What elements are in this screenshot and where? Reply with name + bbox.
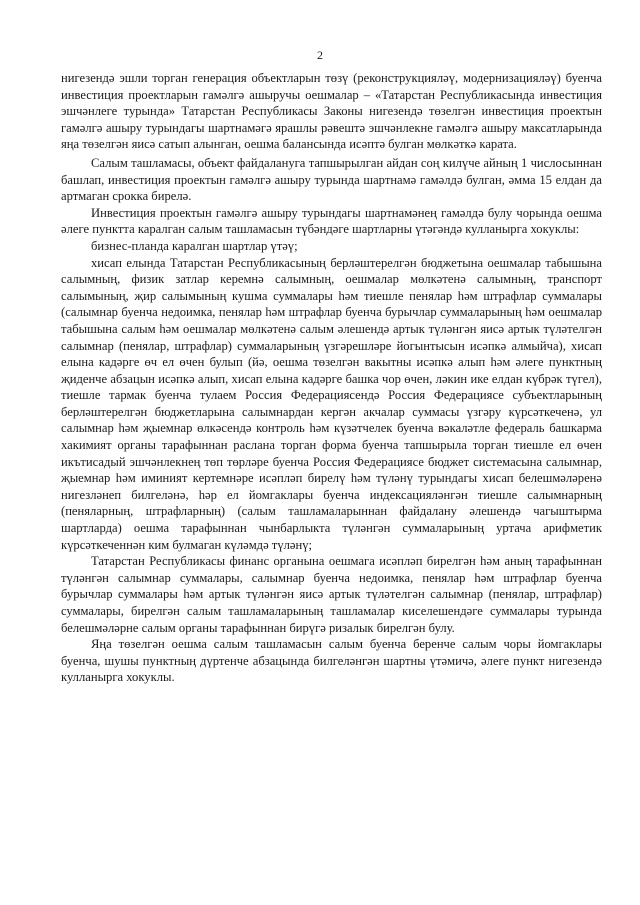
paragraph-4: бизнес-планда каралган шартлар үтәү; xyxy=(91,238,298,253)
paragraph-7: Яңа төзелгән оешма салым ташламасын салым буенча беренче салым чоры йомгаклары буенча, шушы пунктның дүртенче абзацында билгеләнгән шартны үтәмичә, әлеге пункт нигезендә кулланырга хокуклы. xyxy=(61,637,602,685)
paragraph-5: хисап елында Татарстан Республикасының берләштерелгән бюджетына оешмалар табышына салымның, физик затлар керемнә салымның, оешмалар мөлкәтенә салымның, транспорт салымының, җир салымының кушма суммалары һәм тиешле пенялар һәм штрафлар суммалары (салымнар буенча недоимка, пенялар һәм штрафлар буенча бурычлар суммаларының һәм оешмалар табышына салым һәм оешмалар мөлкәтенә салым әлешендә артык түләнгән яисә артык түләтелгән салымнар (пенялар, штрафлар) суммаларының үзгәрешләре йогынтысын исәпкә алмыйча), хисап елына кадәрге өч ел өчен булып (йә, оешма төзелгән вакытны исәпкә алып һәм әлеге пунктның җиденче абзацын исәпкә алып, хисап елына кадәрге башка чор өчен, ләкин ике елдан күбрәк түгел), тиешле тармак буенча тулаем Россия Федерациясендә Россия Федерациясе субъектларының берләштерелгән бюджетларына салымнардан кергән акчалар суммасы үзгәру күрсәткеченә, ул салымнар һәм җыемнар өлкәсендә контроль һәм күзәтчелек буенча вәкаләтле федераль башкарма хакимият органы тарафыннан раслана торган форма буенча тапшырыла торган тиешле ел өчен икътисадый эшчәнлекнең төп төрләре буенча Россия Федерациясе бюджет системасына салымнар, җыемнар һәм иминият кертемнәре исәпләп бирелү һәм түләнү турындагы хисап белешмәләренә нигезләнеп билгеләнә, һәр ел йомгаклары буенча индексацияләнгән тиешле салымнарның (пеняларның, штрафларның) (салым ташламаларыннан файдалану әлешендә чагыштырма шартларда) оешма тарафыннан чынбарлыкта түләнгән суммаларының уртача арифметик күрсәткеченнән ким булмаган күләмдә түләнү; xyxy=(61,255,602,552)
document-body xyxy=(61,70,602,686)
page-number: 2 xyxy=(317,48,323,62)
paragraph-2: Салым ташламасы, объект файдалануга тапшырылган айдан соң килүче айның 1 числосыннан башлап, инвестиция проектын гамәлгә ашыру турында шартнамә гамәлдә булган, әмма 15 елдан да артмаган срокка бирелә. xyxy=(61,155,602,204)
paragraph-6: Татарстан Республикасы финанс органына оешмага исәпләп бирелгән һәм аның тарафыннан түләнгән салымнар суммалары, салымнар буенча недоимка, пенялар һәм штрафлар буенча бурычлар суммалары һәм артык түләнгән яисә артык түләтелгән салымнар (пенялар, штрафлар) суммалары, бирелгән салым ташламаларының ташламалар киселешендәге суммалары турында белешмәләрне салым органы тарафыннан бирүгә ризалык бирелгән булу. xyxy=(61,554,602,635)
paragraph-1: нигезендә эшли торган генерация объектларын төзү (реконструкцияләү, модернизацияләү) буенча инвестиция проектларын гамәлгә ашыручы оешмалар – «Татарстан Республикасында инвестиция эшчәнлеге турында» Татарстан Республикасы Законы нигезендә төзелгән инвестиция проектын гамәлгә ашыру турындагы шартнамәгә ярашлы рәвештә эшчәнлекне гамәлгә ашыру максатларында яңа төзелгән яисә сатып алынган, оешма балансында исәптә булган мөлкәткә карата. xyxy=(61,71,602,152)
paragraph-3: Инвестиция проектын гамәлгә ашыру турындагы шартнамәнең гамәлдә булу чорында оешма әлеге пунктта каралган салым ташламасын түбәндәге шартларны үтәгәндә кулланырга хокуклы: xyxy=(61,205,602,237)
